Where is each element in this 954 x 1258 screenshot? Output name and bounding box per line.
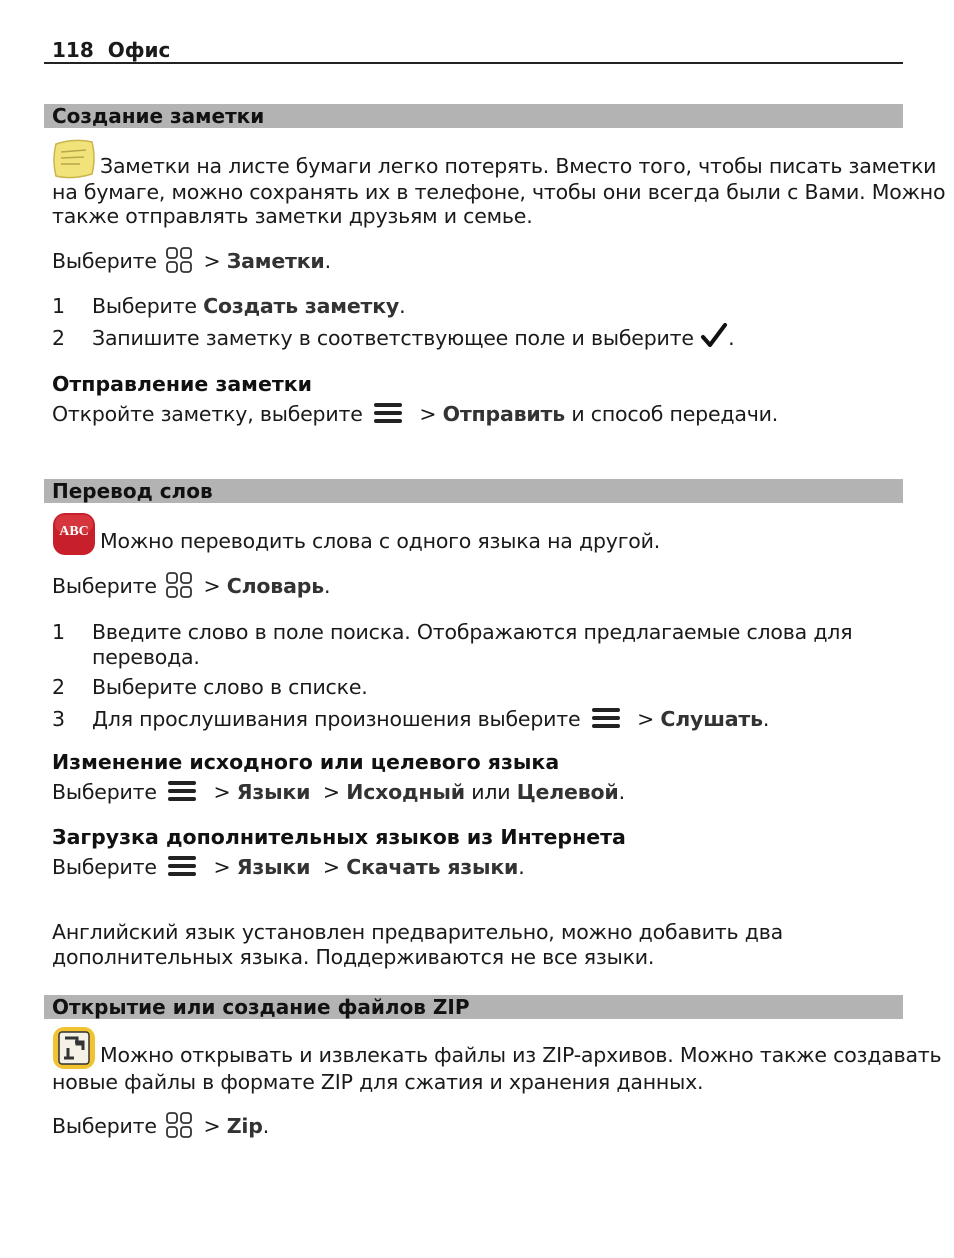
gt-symbol: > (213, 780, 231, 804)
translate-select-line (52, 574, 330, 599)
notes-app-icon (52, 138, 96, 180)
step-text: Для прослушивания произношения выберите (92, 707, 581, 731)
notes-target: Заметки (226, 249, 325, 273)
gt-symbol: > (203, 574, 221, 598)
dot: . (323, 574, 331, 598)
step-post: . (399, 294, 406, 318)
bold-languages: Языки (236, 855, 311, 879)
gt-symbol: > (322, 855, 340, 879)
notes-step-1 (92, 294, 405, 319)
step-number: 1 (52, 294, 65, 318)
section-title-notes: Создание заметки (52, 104, 265, 128)
gt-symbol: > (419, 402, 437, 426)
notes-step-2 (92, 326, 734, 351)
bold-target: Целевой (516, 780, 619, 804)
dot: . (618, 780, 625, 804)
translate-step-3 (92, 707, 769, 732)
step-number: 2 (52, 675, 65, 699)
select-word: Выберите (52, 574, 157, 598)
send-note-line (52, 402, 778, 427)
zip-target: Zip (226, 1114, 263, 1138)
select-word: Выберите (52, 1114, 157, 1138)
step-post: . (728, 326, 735, 350)
change-language-line (52, 780, 625, 805)
translate-intro: Можно переводить слова с одного языка на другой. (100, 529, 661, 553)
step-bold: Создать заметку (203, 294, 400, 318)
options-menu-icon (167, 854, 197, 878)
options-menu-icon (167, 779, 197, 803)
options-menu-icon (373, 401, 403, 425)
send-post: и способ передачи. (571, 402, 779, 426)
section-bar-notes (44, 104, 903, 128)
page-header (52, 38, 170, 62)
gt-symbol: > (322, 780, 340, 804)
section-title-zip: Открытие или создание файлов ZIP (52, 995, 470, 1019)
menu-grid-icon (165, 571, 193, 599)
notes-intro-line-2: на бумаге, можно сохранять их в телефоне, чтобы они всегда были с Вами. Можно (52, 180, 946, 204)
header-rule (44, 62, 903, 64)
section-bar-translate (44, 479, 903, 503)
send-bold: Отправить (442, 402, 565, 426)
send-text: Откройте заметку, выберите (52, 402, 363, 426)
send-note-title: Отправление заметки (52, 372, 313, 396)
step-number: 1 (52, 620, 65, 644)
bold-source: Исходный (346, 780, 465, 804)
menu-grid-icon (165, 246, 193, 274)
step-post: . (762, 707, 770, 731)
select-word: Выберите (52, 249, 157, 273)
page-number: 118 (52, 38, 94, 62)
bold-languages: Языки (236, 780, 311, 804)
translate-target: Словарь (226, 574, 324, 598)
dot: . (518, 855, 525, 879)
page-section: Офис (107, 38, 171, 62)
step-number: 3 (52, 707, 65, 731)
bold-download: Скачать языки (346, 855, 519, 879)
notes-select-line (52, 249, 331, 274)
notes-intro-line-1: Заметки на листе бумаги легко потерять. Вместо того, чтобы писать заметки (100, 154, 937, 178)
notes-intro-line-3: также отправлять заметки друзьям и семье. (52, 204, 533, 228)
dictionary-app-icon (52, 512, 96, 556)
gt-symbol: > (213, 855, 231, 879)
zip-intro-line-2: новые файлы в формате ZIP для сжатия и хранения данных. (52, 1070, 704, 1094)
options-menu-icon (591, 706, 621, 730)
step-text: Выберите (92, 294, 204, 318)
step-number: 2 (52, 326, 65, 350)
or-word: или (471, 780, 511, 804)
download-languages-title: Загрузка дополнительных языков из Интернета (52, 825, 626, 849)
section-title-translate: Перевод слов (52, 479, 213, 503)
checkmark-icon (700, 322, 728, 350)
zip-app-icon (52, 1026, 96, 1070)
translate-step-1-line-1: Введите слово в поле поиска. Отображаются предлагаемые слова для (92, 620, 853, 644)
change-language-title: Изменение исходного или целевого языка (52, 750, 560, 774)
translate-step-2: Выберите слово в списке. (92, 675, 368, 699)
dot: . (324, 249, 331, 273)
dictionary-icon-label: ABC (59, 524, 89, 539)
section-bar-zip (44, 995, 903, 1019)
menu-grid-icon (165, 1111, 193, 1139)
languages-note-line-1: Английский язык установлен предварительно, можно добавить два (52, 920, 783, 944)
gt-symbol: > (203, 249, 221, 273)
download-languages-line (52, 855, 525, 880)
step-text: Запишите заметку в соответствующее поле и выберите (92, 326, 694, 350)
select-word: Выберите (52, 855, 157, 879)
select-word: Выберите (52, 780, 157, 804)
gt-symbol: > (637, 707, 655, 731)
languages-note-line-2: дополнительных языка. Поддерживаются не все языки. (52, 945, 655, 969)
gt-symbol: > (203, 1114, 221, 1138)
zip-select-line (52, 1114, 269, 1139)
dot: . (262, 1114, 270, 1138)
translate-step-1-line-2: перевода. (92, 645, 200, 669)
step-bold: Слушать (660, 707, 763, 731)
zip-intro-line-1: Можно открывать и извлекать файлы из ZIP-архивов. Можно также создавать (100, 1043, 942, 1067)
